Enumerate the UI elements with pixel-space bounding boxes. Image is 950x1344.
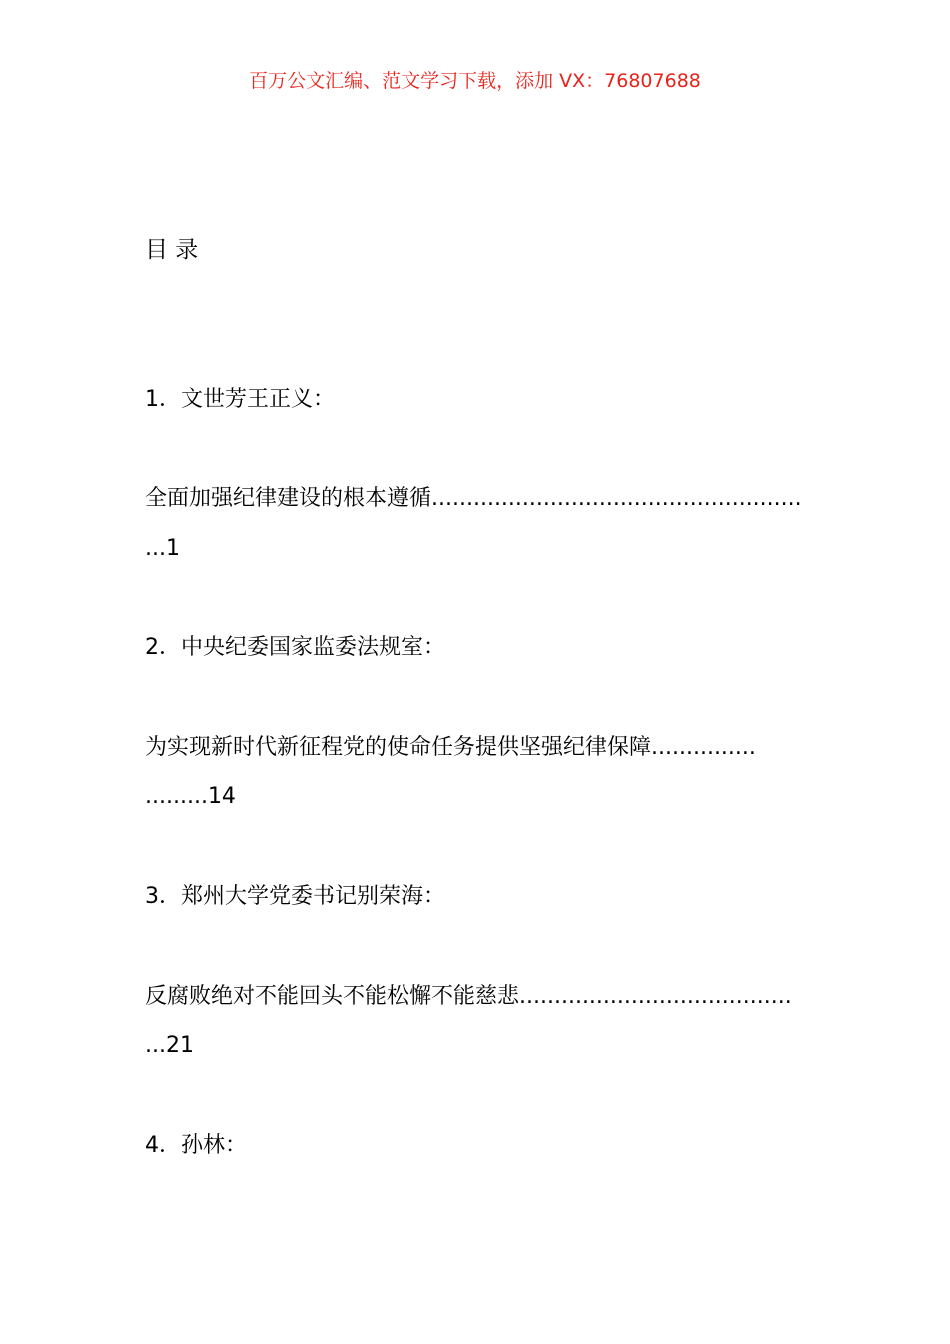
toc-entry-3-page: ...21 (145, 1033, 194, 1058)
toc-entry-3-author: 3．郑州大学党委书记别荣海： (145, 884, 445, 909)
toc-entry-3-title: 反腐败绝对不能回头不能松懈不能慈悲....................................... (145, 984, 792, 1009)
toc-entry-2-page: .........14 (145, 784, 236, 809)
toc-entry-2-author: 2．中央纪委国家监委法规室： (145, 635, 445, 660)
header-banner: 百万公文汇编、范文学习下载，添加 VX：76807688 (249, 70, 701, 92)
toc-entry-1-page: ...1 (145, 536, 180, 561)
toc-entry-4-author: 4．孙林： (145, 1133, 247, 1158)
toc-entry-1-author: 1．文世芳王正义： (145, 387, 335, 412)
toc-title: 目 录 (145, 237, 199, 263)
toc-entry-2-title: 为实现新时代新征程党的使命任务提供坚强纪律保障............... (145, 735, 756, 760)
toc-entry-1-title: 全面加强纪律建设的根本遵循..................................................... (145, 486, 802, 511)
